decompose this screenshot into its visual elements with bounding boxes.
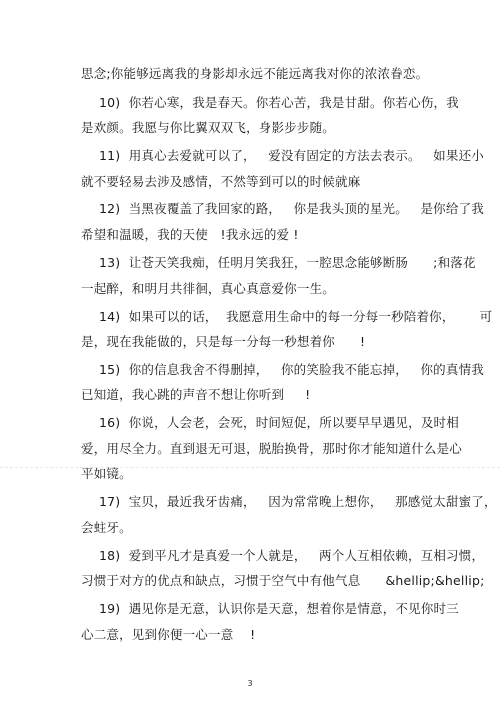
text-line: 10) 你若心寒，我是春天。你若心苦，我是甘甜。你若心伤，我 [99,95,459,110]
text-line: 已知道，我心跳的声音不想让你听到 ! [81,387,311,402]
text-line: 爱，用尽全力。直到退无可退，脱胎换骨，那时你才能知道什么是心 [81,441,463,456]
text-line: 19) 遇见你是无意，认识你是天意，想着你是情意，不见你时三 [99,601,459,616]
text-line: 12) 当黑夜覆盖了我回家的路， 你是我头顶的星光。 是你给了我 [99,201,484,216]
text-line: 就不要轻易去涉及感情，不然等到可以的时候就麻 [81,174,361,189]
text-line: 思念;你能够远离我的身影却永远不能远离我对你的浓浓眷恋。 [81,66,429,81]
text-line: 会蛀牙。 [81,520,132,535]
text-line: 是欢颜。我愿与你比翼双双飞，身影步步随。 [81,120,336,135]
text-line: 16) 你说，人会老，会死，时间短促，所以要早早遇见，及时相 [99,415,459,430]
page-divider [0,467,500,468]
text-line: 心二意，见到你便一心一意 ! [81,627,256,642]
text-line: 14) 如果可以的话， 我愿意用生命中的每一分每一秒陪着你， 可 [99,309,493,324]
page-number: 3 [247,679,253,688]
text-line: 希望和温暖，我的天使 !我永远的爱 ! [81,227,299,242]
text-line: 一起醉，和明月共徘徊，真心真意爱你一生。 [81,281,336,296]
text-line: 15) 你的信息我舍不得删掉， 你的笑脸我不能忘掉， 你的真情我 [99,362,484,377]
text-line: 11) 用真心去爱就可以了， 爱没有固定的方法去表示。 如果还小 [99,148,484,163]
text-line: 13) 让苍天笑我痴，任明月笑我狂，一腔思念能够断肠 ;和落花 [99,255,476,270]
text-line: 是，现在我能做的，只是每一分每一秒想着你 ! [81,334,366,349]
text-line: 17) 宝贝，最近我牙齿痛， 因为常常晚上想你， 那感觉太甜蜜了， [99,494,497,509]
text-line: 平如镜。 [81,466,132,481]
text-line: 18) 爱到平凡才是真爱一个人就是， 两个人互相依赖，互相习惯， [99,548,485,563]
text-line: 习惯于对方的优点和缺点，习惯于空气中有他气息 &hellip;&hellip; [81,573,485,588]
